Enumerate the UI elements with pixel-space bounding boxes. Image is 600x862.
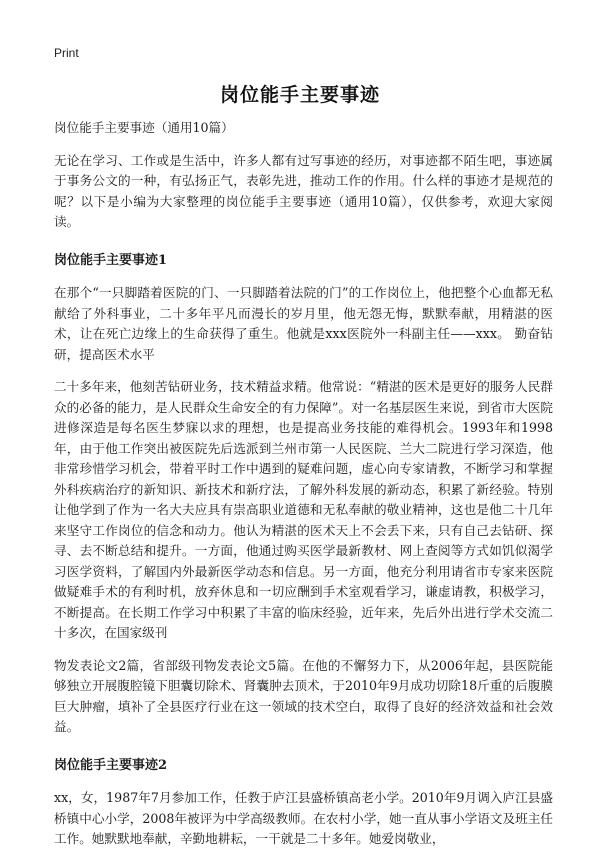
- section-heading-1: 岗位能手主要事迹1: [54, 252, 168, 268]
- article-subtitle: 岗位能手主要事迹（通用10篇）: [54, 120, 234, 135]
- intro-paragraph: 无论在学习、工作或是生活中，许多人都有过写事迹的经历，对事迹都不陌生吧，事迹属于事务公文的一种，有弘扬正气，表彰先进，推动工作的作用。什么样的事迹才是规范的呢？以下是小编为大家整理的岗位能手主要事迹（通用10篇），仅供参考，欢迎大家阅读。: [54, 152, 553, 229]
- section-1-paragraph-1: 在那个“一只脚踏着医院的门、一只脚踏着法院的门”的工作岗位上，他把整个心血都无私献给了外科事业，二十多年平凡而漫长的岁月里，他无怨无悔，默默奉献，用精湛的医术，让在死亡边缘上的生命获得了重生。他就是xxx医院外一科副主任——xxx。 勤奋钻研，提高医术水平: [54, 285, 553, 362]
- section-2-paragraph-1: xx，女，1987年7月参加工作，任教于庐江县盛桥镇高老小学。2010年9月调入庐江县盛桥镇中心小学，2008年被评为中学高级教师。在农村小学，她一直从事小学语文及班主任工作。她默默地奉献，辛勤地耕耘，一干就是二十多年。她爱岗敬业，: [54, 790, 553, 846]
- article-body: [54, 118, 553, 862]
- print-link[interactable]: Print: [54, 46, 79, 60]
- page-title: 岗位能手主要事迹: [219, 84, 380, 106]
- section-1-paragraph-3: 物发表论文2篇，省部级刊物发表论文5篇。在他的不懈努力下，从2006年起，县医院能够独立开展腹腔镜下胆囊切除术、肾囊肿去顶术，于2010年9月成功切除18斤重的后腹膜巨大肿瘤，填补了全县医疗行业在这一领域的技术空白，取得了良好的经济效益和社会效益。: [54, 657, 553, 734]
- section-1-paragraph-2: 二十多年来，他刻苦钻研业务，技术精益求精。他常说：“精湛的医术是更好的服务人民群众的必备的能力，是人民群众生命安全的有力保障”。对一名基层医生来说，到省市大医院进修深造是每名医生梦寐以求的理想，也是提高业务技能的难得机会。1993年和1998年，由于他工作突出被医院先后选派到兰州市第一人民医院、兰大二院进行学习深造，他非常珍惜学习机会，带着平时工作中遇到的疑难问题，虚心向专家请教，不断学习和掌握外科疾病治疗的新知识、新技术和新疗法，了解外科发展的新动态，积累了新经验。特别让他学到了作为一名大夫应具有崇高职业道德和无私奉献的敬业精神，这也是他二十几年来坚守工作岗位的信念和动力。他认为精湛的医术天上不会丢下来，只有自己去钻研、探寻、去不断总结和提升。一方面，他通过购买医学最新教材、网上查阅等方式如饥似渴学习医学资料，了解国内外最新医学动态和信息。另一方面，他充分利用请省市专家来医院做疑难手术的有利时机，放弃休息和一切应酬到手术室观看学习，谦虚请教，积极学习，不断提高。在长期工作学习中积累了丰富的临床经验，近年来，先后外出进行学术交流二十多次，在国家级刊: [54, 379, 553, 640]
- section-heading-2: 岗位能手主要事迹2: [54, 757, 168, 773]
